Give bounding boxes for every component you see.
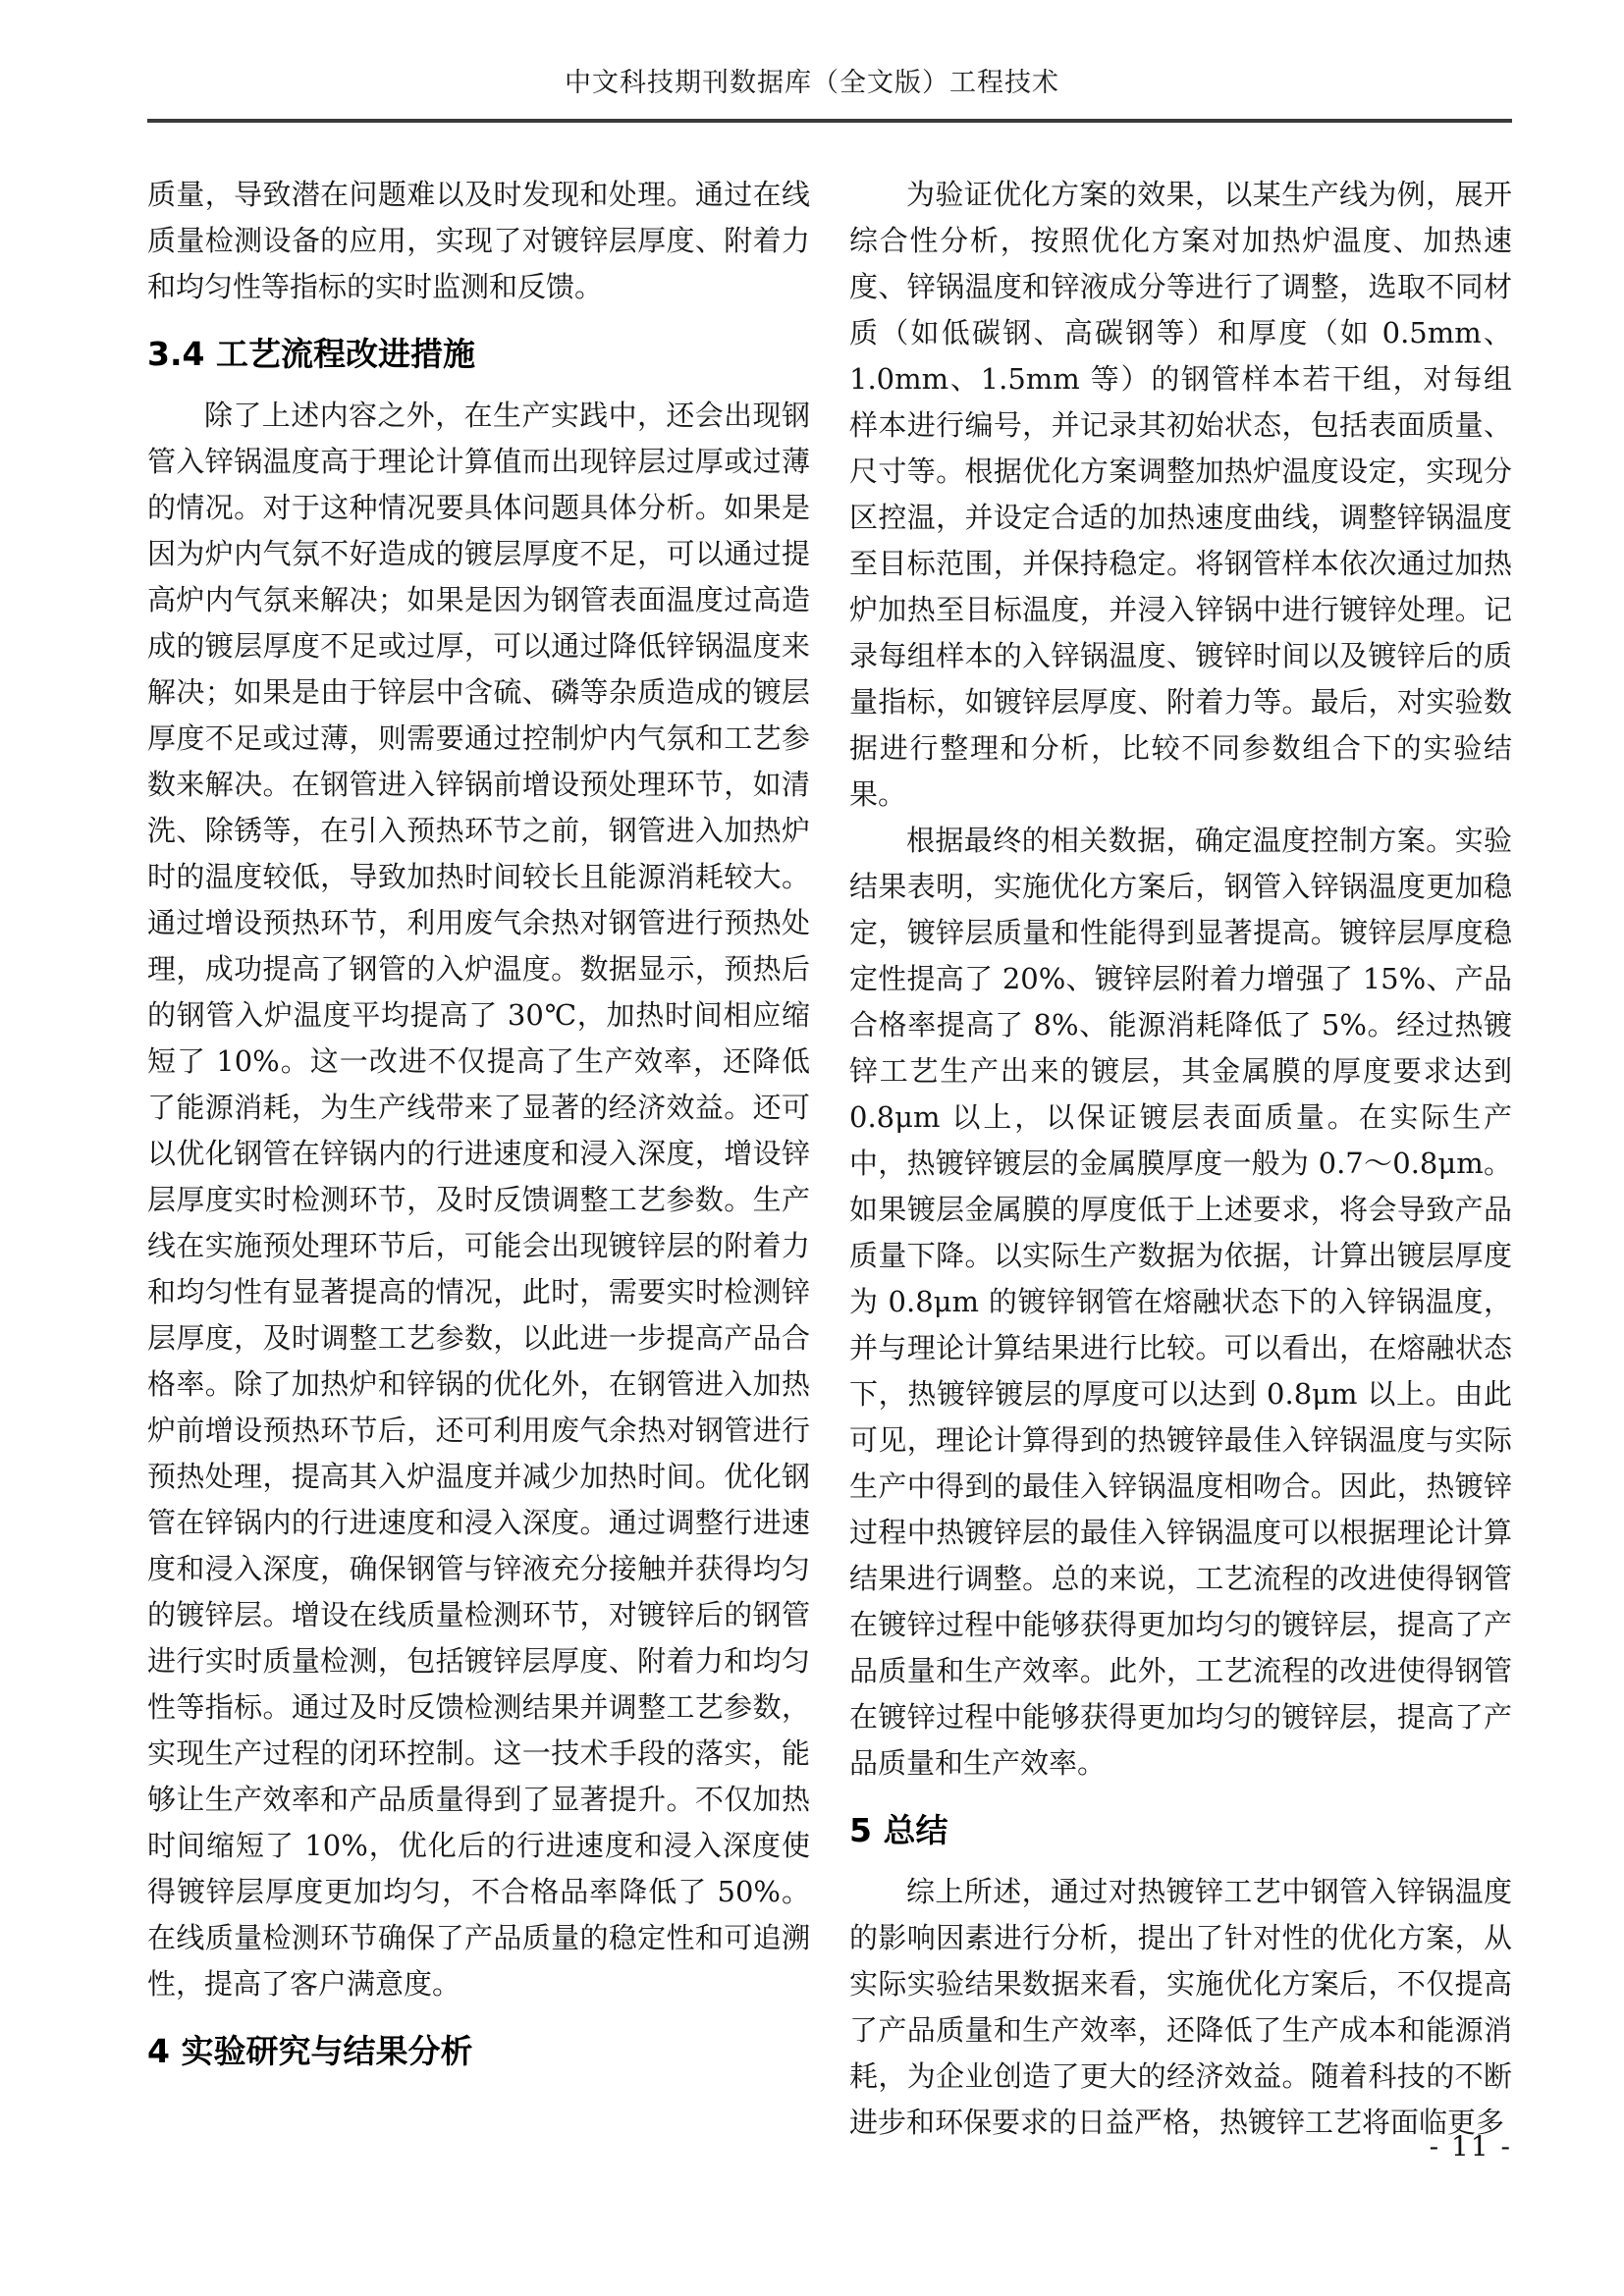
- paragraph: 综上所述，通过对热镀锌工艺中钢管入锌锅温度的影响因素进行分析，提出了针对性的优化方案，从实际实验结果数据来看，实施优化方案后，不仅提高了产品质量和生产效率，还降低了生产成本和能源消耗，为企业创造了更大的经济效益。随着科技的不断进步和环保要求的日益严格，热镀锌工艺将面临更多: [849, 1875, 1512, 2139]
- paragraph: 除了上述内容之外，在生产实践中，还会出现钢管入锌锅温度高于理论计算值而出现锌层过厚或过薄的情况。对于这种情况要具体问题具体分析。如果是因为炉内气氛不好造成的镀层厚度不足，可以通过提高炉内气氛来解决；如果是因为钢管表面温度过高造成的镀层厚度不足或过厚，可以通过降低锌锅温度来解决；如果是由于锌层中含硫、磷等杂质造成的镀层厚度不足或过薄，则需要通过控制炉内气氛和工艺参数来解决。在钢管进入锌锅前增设预处理环节，如清洗、除锈等，在引入预热环节之前，钢管进入加热炉时的温度较低，导致加热时间较长且能源消耗较大。通过增设预热环节，利用废气余热对钢管进行预热处理，成功提高了钢管的入炉温度。数据显示，预热后的钢管入炉温度平均提高了 30℃，加热时间相应缩短了 10%。这一改进不仅提高了生产效率，还降低了能源消耗，为生产线带来了显著的经济效益。还可以优化钢管在锌锅内的行进速度和浸入深度，增设锌层厚度实时检测环节，及时反馈调整工艺参数。生产线在实施预处理环节后，可能会出现镀锌层的附着力和均匀性有显著提高的情况，此时，需要实时检测锌层厚度，及时调整工艺参数，以此进一步提高产品合格率。除了加热炉和锌锅的优化外，在钢管进入加热炉前增设预热环节后，还可利用废气余热对钢管进行预热处理，提高其入炉温度并减少加热时间。优化钢管在锌锅内的行进速度和浸入深度。通过调整行进速度和浸入深度，确保钢管与锌液充分接触并获得均匀的镀锌层。增设在线质量检测环节，对镀锌后的钢管进行实时质量检测，包括镀锌层厚度、附着力和均匀性等指标。通过及时反馈检测结果并调整工艺参数，实现生产过程的闭环控制。这一技术手段的落实，能够让生产效率和产品质量得到了显著提升。不仅加热时间缩短了 10%，优化后的行进速度和浸入深度使得镀锌层厚度更加均匀，不合格品率降低了 50%。在线质量检测环节确保了产品质量的稳定性和可追溯性，提高了客户满意度。: [147, 399, 810, 2001]
- section-heading: 5 总结: [849, 1811, 948, 1849]
- two-column-body: [147, 172, 1512, 2146]
- header-rule: [147, 119, 1512, 123]
- journal-header-title: 中文科技期刊数据库（全文版）工程技术: [565, 68, 1059, 98]
- page-number: - 11 -: [1429, 2130, 1512, 2163]
- paragraph: 质量，导致潜在问题难以及时发现和处理。通过在线质量检测设备的应用，实现了对镀锌层厚度、附着力和均匀性等指标的实时监测和反馈。: [147, 178, 810, 303]
- paragraph: 为验证优化方案的效果，以某生产线为例，展开综合性分析，按照优化方案对加热炉温度、加热速度、锌锅温度和锌液成分等进行了调整，选取不同材质（如低碳钢、高碳钢等）和厚度（如 0.5mm、1.0mm、1.5mm 等）的钢管样本若干组，对每组样本进行编号，并记录其初始状态，包括表面质量、尺寸等。根据优化方案调整加热炉温度设定，实现分区控温，并设定合适的加热速度曲线，调整锌锅温度至目标范围，并保持稳定。将钢管样本依次通过加热炉加热至目标温度，并浸入锌锅中进行镀锌处理。记录每组样本的入锌锅温度、镀锌时间以及镀锌后的质量指标，如镀锌层厚度、附着力等。最后，对实验数据进行整理和分析，比较不同参数组合下的实验结果。: [849, 178, 1512, 811]
- section-heading: 4 实验研究与结果分析: [147, 2032, 473, 2070]
- section-heading: 3.4 工艺流程改进措施: [147, 335, 475, 373]
- column-left: [147, 172, 810, 2146]
- column-right: [849, 172, 1512, 2146]
- paragraph: 根据最终的相关数据，确定温度控制方案。实验结果表明，实施优化方案后，钢管入锌锅温度更加稳定，镀锌层质量和性能得到显著提高。镀锌层厚度稳定性提高了 20%、镀锌层附着力增强了 15%、产品合格率提高了 8%、能源消耗降低了 5%。经过热镀锌工艺生产出来的镀层，其金属膜的厚度要求达到 0.8μm 以上，以保证镀层表面质量。在实际生产中，热镀锌镀层的金属膜厚度一般为 0.7～0.8μm。如果镀层金属膜的厚度低于上述要求，将会导致产品质量下降。以实际生产数据为依据，计算出镀层厚度为 0.8μm 的镀锌钢管在熔融状态下的入锌锅温度，并与理论计算结果进行比较。可以看出，在熔融状态下，热镀锌镀层的厚度可以达到 0.8μm 以上。由此可见，理论计算得到的热镀锌最佳入锌锅温度与实际生产中得到的最佳入锌锅温度相吻合。因此，热镀锌过程中热镀锌层的最佳入锌锅温度可以根据理论计算结果进行调整。总的来说，工艺流程的改进使得钢管在镀锌过程中能够获得更加均匀的镀锌层，提高了产品质量和生产效率。此外，工艺流程的改进使得钢管在镀锌过程中能够获得更加均匀的镀锌层，提高了产品质量和生产效率。: [849, 824, 1512, 1780]
